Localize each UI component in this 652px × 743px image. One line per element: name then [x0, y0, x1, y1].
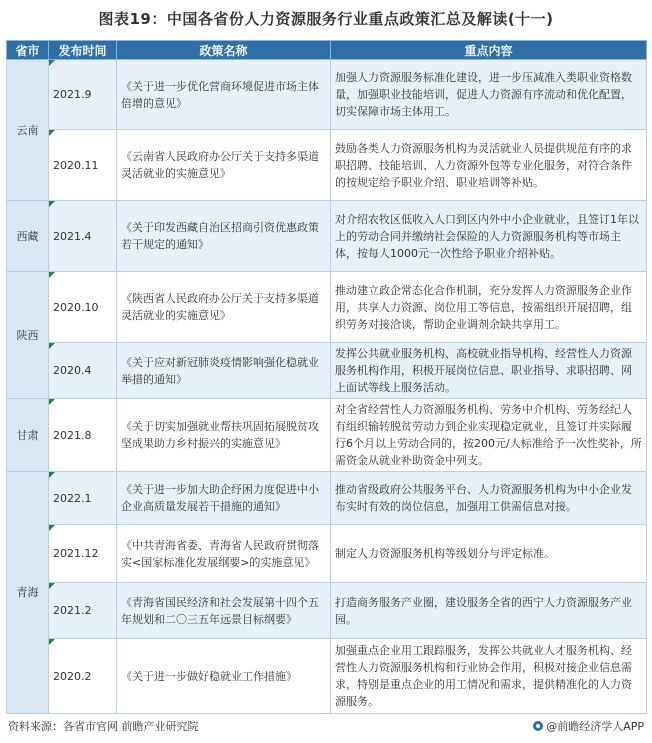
- content-cell: 推动省级政府公共服务平台、人力资源服务机构为中小企业发布实时有效的岗位信息，加强用工供需信息对接。: [331, 472, 647, 525]
- table-row: [7, 60, 647, 130]
- content-cell: 鼓励各类人力资源服务机构为灵活就业人员提供规范有序的求职招聘、技能培训、人力资源外包等专业化服务，对符合条件的按规定给予职业介绍、职业培训等补贴。: [331, 130, 647, 201]
- date-cell: 2021.2: [49, 583, 117, 639]
- policy-name-cell: 《陕西省人民政府办公厅关于支持多渠道灵活就业的实施意见》: [117, 272, 331, 343]
- date-cell: 2020.11: [49, 130, 117, 201]
- date-cell: 2021.12: [49, 525, 117, 583]
- policy-name-cell: 《关于进一步做好稳就业工作措施》: [117, 639, 331, 714]
- table-header-row: [7, 41, 647, 60]
- table-row: [7, 639, 647, 714]
- header-province: 省市: [7, 41, 49, 60]
- table-row: [7, 525, 647, 583]
- brand-credit: [533, 718, 644, 734]
- province-cell: 云南: [7, 60, 49, 201]
- province-cell: 西藏: [7, 201, 49, 272]
- date-cell: 2020.4: [49, 343, 117, 399]
- content-cell: 推动建立政企常态化合作机制，充分发挥人力资源服务企业作用，共享人力资源、岗位用工等信息，按需组织开展招聘，组织劳务对接洽谈，帮助企业调剂余缺共享用工。: [331, 272, 647, 343]
- content-cell: 对介绍农牧区低收入人口到区内外中小企业就业，且签订1年以上的劳动合同并缴纳社会保险的人力资源服务机构等市场主体，按每人1000元一次性给予职业介绍补贴。: [331, 201, 647, 272]
- brand-credit-text: @前瞻经济学人APP: [546, 720, 644, 733]
- province-cell: 陕西: [7, 272, 49, 399]
- policy-name-cell: 《云南省人民政府办公厅关于支持多渠道灵活就业的实施意见》: [117, 130, 331, 201]
- date-cell: 2020.2: [49, 639, 117, 714]
- header-date: 发布时间: [49, 41, 117, 60]
- policy-name-cell: 《青海省国民经济和社会发展第十四个五年规划和二〇三五年远景目标纲要》: [117, 583, 331, 639]
- policy-name-cell: 《中共青海省委、青海省人民政府贯彻落实<国家标准化发展纲要>的实施意见》: [117, 525, 331, 583]
- page-title: 图表19：中国各省份人力资源服务行业重点政策汇总及解读(十一): [98, 10, 554, 28]
- date-cell: 2022.1: [49, 472, 117, 525]
- date-cell: 2021.4: [49, 201, 117, 272]
- content-cell: 发挥公共就业服务机构、高校就业指导机构、经营性人力资源服务机构作用，积极开展岗位信息、职业指导、求职招聘、网上面试等线上服务活动。: [331, 343, 647, 399]
- content-cell: 加强重点企业用工跟踪服务，发挥公共就业人才服务机构、经营性人力资源服务机构和行业协会作用，积极对接企业信息需求，特别是重点企业的用工情况和需求，提供精准化的人力资源服务。: [331, 639, 647, 714]
- table-row: [7, 583, 647, 639]
- table-row: [7, 472, 647, 525]
- province-cell: 青海: [7, 472, 49, 714]
- date-cell: 2020.10: [49, 272, 117, 343]
- table-row: [7, 130, 647, 201]
- content-cell: 加强人力资源服务标准化建设，进一步压减准入类职业资格数量，加强职业技能培训，促进人力资源有序流动和优化配置，切实保障市场主体用工。: [331, 60, 647, 130]
- date-cell: 2021.8: [49, 399, 117, 472]
- table-row: [7, 272, 647, 343]
- source-note: 资料来源：各省市官网 前瞻产业研究院: [8, 720, 199, 733]
- policy-name-cell: 《关于进一步加大助企纾困力度促进中小企业高质量发展若干措施的通知》: [117, 472, 331, 525]
- province-cell: 甘肃: [7, 399, 49, 472]
- content-cell: 打造商务服务产业圈，建设服务全省的西宁人力资源服务产业园。: [331, 583, 647, 639]
- table-row: [7, 343, 647, 399]
- table-row: [7, 399, 647, 472]
- header-name: 政策名称: [117, 41, 331, 60]
- policy-name-cell: 《关于进一步优化营商环境促进市场主体倍增的意见》: [117, 60, 331, 130]
- content-cell: 对全省经营性人力资源服务机构、劳务中介机构、劳务经纪人有组织输转脱贫劳动力到企业实现稳定就业，且签订并实际履行6个月以上劳动合同的，按200元/人标准给予一次性奖补，所需资金从就业补助资金中列支。: [331, 399, 647, 472]
- policy-table: [6, 40, 647, 714]
- policy-name-cell: 《关于应对新冠肺炎疫情影响强化稳就业举措的通知》: [117, 343, 331, 399]
- policy-name-cell: 《关于切实加强就业帮扶巩固拓展脱贫攻坚成果助力乡村振兴的实施意见》: [117, 399, 331, 472]
- policy-name-cell: 《关于印发西藏自治区招商引资优惠政策若干规定的通知》: [117, 201, 331, 272]
- brand-logo-icon: [533, 721, 543, 731]
- header-content: 重点内容: [331, 41, 647, 60]
- date-cell: 2021.9: [49, 60, 117, 130]
- content-cell: 制定人力资源服务机构等级划分与评定标准。: [331, 525, 647, 583]
- table-row: [7, 201, 647, 272]
